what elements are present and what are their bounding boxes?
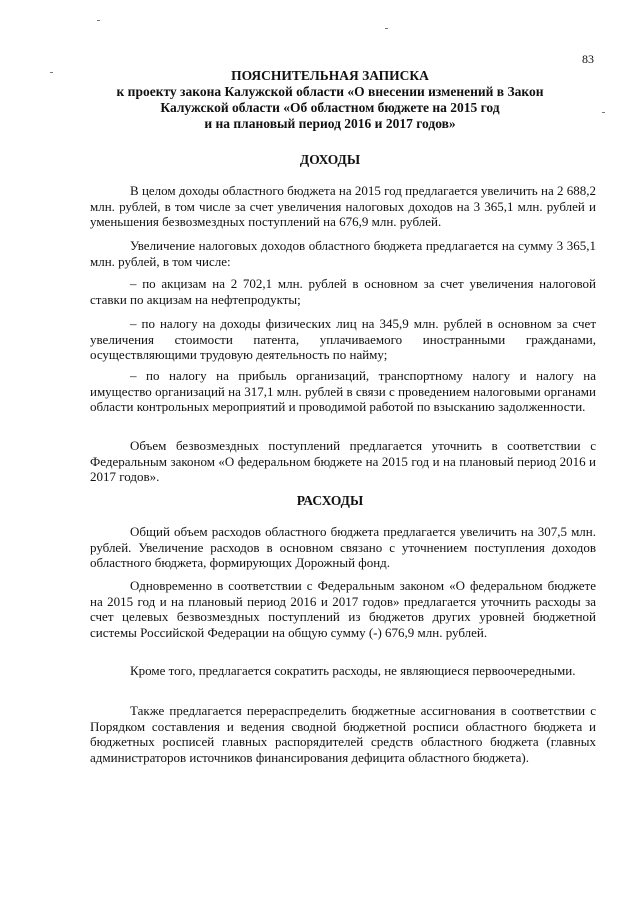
scan-speck bbox=[97, 20, 100, 21]
income-paragraph: Увеличение налоговых доходов областного бюджета предлагается на сумму 3 365,1 млн. рублей, в том числе: bbox=[90, 238, 596, 269]
income-paragraph: В целом доходы областного бюджета на 2015 год предлагается увеличить на 2 688,2 млн. рублей, в том числе за счет увеличения налоговых доходов на 3 365,1 млн. рублей и уменьшения безвозмездных поступлений на 676,9 млн. рублей. bbox=[90, 183, 596, 229]
expenses-heading: РАСХОДЫ bbox=[296, 493, 364, 508]
document-title-line-3: Калужской области «Об областном бюджете на 2015 год bbox=[160, 100, 500, 115]
income-list-item: – по налогу на доходы физических лиц на 345,9 млн. рублей в основном за счет увеличения стоимости патента, уплачиваемого иностранными гражданами, осуществляющими трудовую деятельность по найму; bbox=[90, 316, 596, 362]
scan-speck bbox=[50, 72, 53, 73]
income-list-item: – по налогу на прибыль организаций, транспортному налогу и налогу на имущество организаций на 317,1 млн. рублей в связи с проведением налоговыми органами области контрольных мероприятий и проводимой работой по взысканию задолженности. bbox=[90, 368, 596, 414]
income-paragraph: Объем безвозмездных поступлений предлагается уточнить в соответствии с Федеральным законом «О федеральном бюджете на 2015 год и на плановый период 2016 и 2017 годов». bbox=[90, 438, 596, 484]
document-title-line-1: ПОЯСНИТЕЛЬНАЯ ЗАПИСКА bbox=[231, 68, 429, 83]
income-list-item: – по акцизам на 2 702,1 млн. рублей в основном за счет увеличения налоговой ставки по акцизам на нефтепродукты; bbox=[90, 276, 596, 307]
income-heading: ДОХОДЫ bbox=[299, 152, 361, 167]
expenses-paragraph: Общий объем расходов областного бюджета предлагается увеличить на 307,5 млн. рублей. Увеличение расходов в основном связано с уточнением поступления доходов областного бюджета, формирующих Дорожный фонд. bbox=[90, 524, 596, 570]
scan-speck bbox=[385, 28, 388, 29]
expenses-paragraph: Также предлагается перераспределить бюджетные ассигнования в соответствии с Порядком составления и ведения сводной бюджетной росписи областного бюджета и бюджетных росписей главных распорядителей средств областного бюджета (главных администраторов источников финансирования дефицита областного бюджета). bbox=[90, 703, 596, 765]
page-number: 83 bbox=[582, 52, 594, 66]
scan-speck bbox=[602, 112, 605, 113]
expenses-paragraph: Одновременно в соответствии с Федеральным законом «О федеральном бюджете на 2015 год и на плановый период 2016 и 2017 годов» предлагается уточнить расходы за счет целевых безвозмездных поступлений из бюджетов других уровней бюджетной системы Российской Федерации на общую сумму (-) 676,9 млн. рублей. bbox=[90, 578, 596, 640]
document-title-line-4: и на плановый период 2016 и 2017 годов» bbox=[204, 116, 456, 131]
expenses-paragraph: Кроме того, предлагается сократить расходы, не являющиеся первоочередными. bbox=[130, 663, 576, 678]
document-title-line-2: к проекту закона Калужской области «О внесении изменений в Закон bbox=[116, 84, 544, 99]
